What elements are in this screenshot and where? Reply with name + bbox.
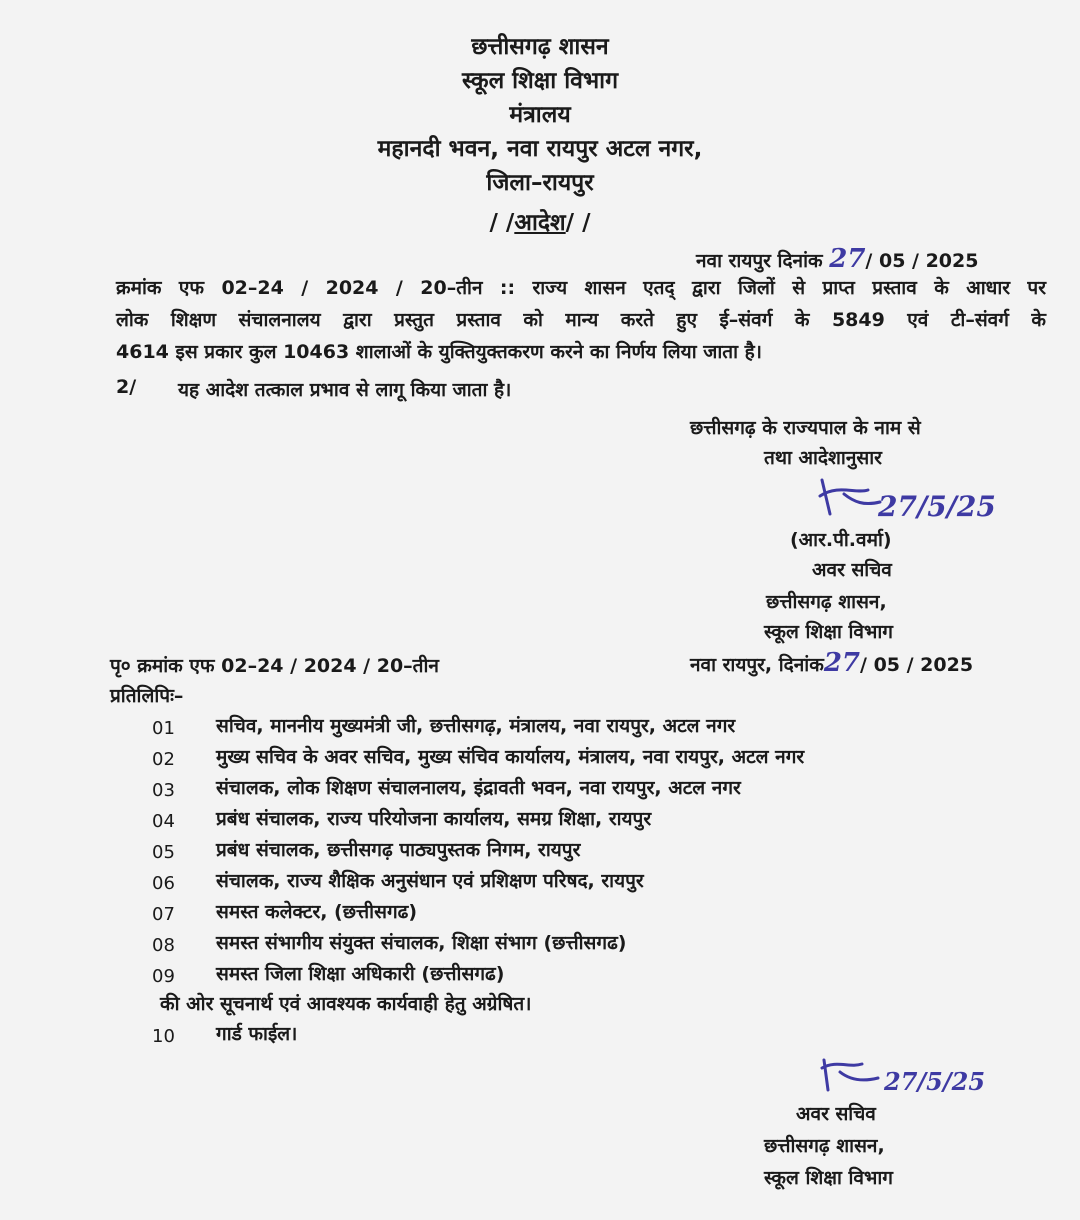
copy-item-text: सचिव, माननीय मुख्यमंत्री जी, छत्तीसगढ़, मंत्रालय, नवा रायपुर, अटल नगर [216, 715, 736, 737]
order-paragraph-line2: लोक शिक्षण संचालनालय द्वारा प्रस्तुत प्रस्ताव को मान्य करते हुए ई–संवर्ग के 5849 एवं टी–संवर्ग के [116, 309, 1046, 331]
signatory2-org1: छत्तीसगढ़ शासन, [764, 1135, 885, 1157]
copy-item-text: संचालक, लोक शिक्षण संचालनालय, इंद्रावती भवन, नवा रायपुर, अटल नगर [216, 777, 741, 799]
signatory-designation: अवर सचिव [812, 559, 892, 581]
signatory2-org2: स्कूल शिक्षा विभाग [764, 1167, 893, 1189]
copy-label: प्रतिलिपिः– [110, 685, 184, 707]
handwritten-day: 27 [829, 244, 866, 274]
copy-item-number: 07 [152, 904, 175, 925]
signatory2-designation: अवर सचिव [796, 1103, 876, 1125]
copy-item-number: 06 [152, 873, 175, 894]
order-paragraph-line3: 4614 इस प्रकार कुल 10463 शालाओं के युक्तियुक्तकरण करने का निर्णय लिया जाता है। [116, 341, 762, 363]
copy-item-text: प्रबंध संचालक, छत्तीसगढ़ पाठ्यपुस्तक निगम, रायपुर [216, 839, 581, 861]
signature-2-date: 27/5/25 [884, 1067, 986, 1096]
order-title-word: आदेश [514, 210, 566, 236]
header-ministry: मंत्रालय [509, 102, 571, 128]
header-government: छत्तीसगढ़ शासन [471, 34, 609, 60]
copy-item-text: मुख्य सचिव के अवर सचिव, मुख्य संचिव कार्यालय, मंत्रालय, नवा रायपुर, अटल नगर [216, 746, 805, 768]
copy-item-text: प्रबंध संचालक, राज्य परियोजना कार्यालय, समग्र शिक्षा, रायपुर [216, 808, 652, 830]
order-title-prefix: / / [489, 210, 515, 236]
endorsement-date-suffix: / 05 / 2025 [860, 654, 974, 676]
copy-item-text: संचालक, राज्य शैक्षिक अनुसंधान एवं प्रशिक्षण परिषद, रायपुर [216, 870, 644, 892]
governor-order-line2: तथा आदेशानुसार [764, 447, 882, 469]
copy-item-text: समस्त संभागीय संयुक्त संचालक, शिक्षा संभाग (छत्तीसगढ) [216, 932, 627, 954]
point2-text: यह आदेश तत्काल प्रभाव से लागू किया जाता है। [178, 379, 512, 401]
header-address: महानदी भवन, नवा रायपुर अटल नगर, [377, 136, 703, 162]
copy-item-number: 08 [152, 935, 175, 956]
header-district: जिला–रायपुर [486, 170, 594, 196]
point2-number: 2/ [116, 376, 137, 398]
copy-item-number: 01 [152, 718, 175, 739]
endorsement-date [690, 648, 973, 678]
forward-line: की ओर सूचनार्थ एवं आवश्यक कार्यवाही हेतु अग्रेषित। [160, 993, 532, 1015]
endorsement-date-prefix: नवा रायपुर, दिनांक [690, 654, 824, 676]
signatory-name: (आर.पी.वर्मा) [790, 529, 892, 551]
signature-2 [812, 1046, 1012, 1108]
copy-item-number: 04 [152, 811, 175, 832]
order-title-suffix: / / [565, 210, 591, 236]
signatory-org2: स्कूल शिक्षा विभाग [764, 621, 893, 643]
item10-number: 10 [152, 1026, 175, 1047]
signature-1 [808, 468, 1008, 530]
governor-order-line1: छत्तीसगढ़ के राज्यपाल के नाम से [690, 417, 921, 439]
copy-item-text: समस्त कलेक्टर, (छत्तीसगढ) [216, 901, 418, 923]
item10-text: गार्ड फाईल। [216, 1023, 298, 1045]
copy-item-number: 05 [152, 842, 175, 863]
signature-1-date: 27/5/25 [878, 490, 996, 523]
date-suffix: / 05 / 2025 [865, 250, 979, 272]
copy-item-number: 02 [152, 749, 175, 770]
copy-item-number: 03 [152, 780, 175, 801]
endorsement-handwritten-day: 27 [823, 648, 861, 678]
copy-item-number: 09 [152, 966, 175, 987]
copy-item-text: समस्त जिला शिक्षा अधिकारी (छत्तीसगढ) [216, 963, 505, 985]
signatory-org1: छत्तीसगढ़ शासन, [766, 591, 887, 613]
order-title [0, 208, 1080, 238]
endorsement-ref: पृ० क्रमांक एफ 02–24 / 2024 / 20–तीन [110, 655, 439, 677]
header-department: स्कूल शिक्षा विभाग [461, 68, 619, 94]
date-prefix: नवा रायपुर दिनांक [696, 250, 823, 272]
order-date [696, 244, 978, 274]
order-paragraph-line1: क्रमांक एफ 02–24 / 2024 / 20–तीन :: राज्य शासन एतद् द्वारा जिलों से प्राप्त प्रस्ताव के आधार पर [116, 277, 1046, 299]
